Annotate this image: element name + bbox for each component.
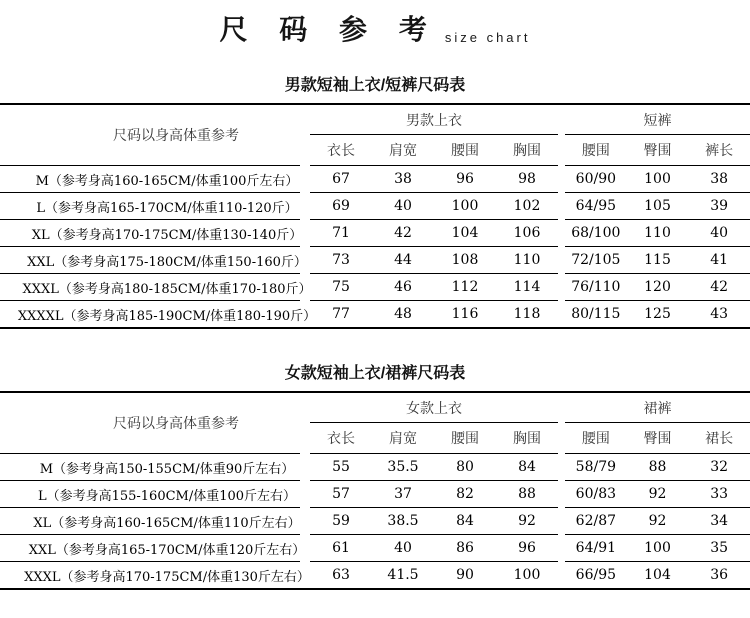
mens-size-section — [0, 72, 750, 329]
measurement-value: 106 — [513, 225, 541, 241]
measurement-value: 84 — [456, 513, 474, 529]
size-row-label: XXL（参考身高175-180CM/体重150-160斤） — [0, 246, 300, 273]
measurement-value: 88 — [648, 459, 667, 475]
group-title-womens-top: 女款上衣 — [310, 393, 558, 423]
measurement-value: 92 — [518, 513, 536, 529]
col-header-chest: 胸围 — [513, 430, 541, 446]
col-header-garment-length: 衣长 — [327, 430, 355, 446]
col-header-chest: 胸围 — [513, 142, 541, 158]
measurement-value: 72/105 — [571, 252, 621, 268]
top-garment-values — [310, 273, 558, 300]
measurement-value: 104 — [644, 567, 671, 583]
size-row — [0, 219, 750, 246]
group-title-mens-top: 男款上衣 — [310, 105, 558, 135]
measurement-value: 38 — [710, 171, 729, 187]
measurement-value: 42 — [710, 279, 729, 295]
measurement-value: 118 — [513, 306, 541, 322]
group-womens-top — [310, 393, 558, 453]
measurement-value: 88 — [518, 486, 536, 502]
womens-table-header — [0, 393, 750, 453]
col-header-pants-length: 裤长 — [705, 142, 734, 158]
top-garment-values — [310, 192, 558, 219]
col-header-hip: 臀围 — [643, 430, 672, 446]
size-row-label: M（参考身高160-165CM/体重100斤左右） — [0, 165, 300, 192]
measurement-value: 42 — [394, 225, 412, 241]
top-garment-values — [310, 165, 558, 192]
col-header-shoulder-width: 肩宽 — [389, 430, 417, 446]
column-headers-womens-top — [310, 423, 558, 453]
label-column-header: 尺码以身高体重参考 — [113, 415, 239, 431]
bottom-garment-values — [565, 273, 750, 300]
bottom-garment-values — [565, 219, 750, 246]
measurement-value: 38 — [394, 171, 412, 187]
page-title: 尺 码 参 考 — [219, 14, 439, 45]
bottom-garment-values — [565, 480, 750, 507]
top-garment-values — [310, 561, 558, 588]
size-row — [0, 561, 750, 588]
top-garment-values — [310, 246, 558, 273]
measurement-value: 86 — [456, 540, 474, 556]
measurement-value: 73 — [332, 252, 350, 268]
group-title-mens-shorts: 短裤 — [565, 105, 750, 135]
measurement-value: 115 — [644, 252, 671, 268]
size-row — [0, 192, 750, 219]
measurement-value: 64/91 — [575, 540, 617, 556]
measurement-value: 40 — [710, 225, 729, 241]
measurement-value: 69 — [332, 198, 350, 214]
size-row — [0, 534, 750, 561]
size-row-label: XXXL（参考身高180-185CM/体重170-180斤） — [0, 273, 300, 300]
group-mens-shorts — [565, 105, 750, 165]
measurement-value: 116 — [451, 306, 479, 322]
measurement-value: 108 — [451, 252, 479, 268]
size-row — [0, 273, 750, 300]
bottom-garment-values — [565, 192, 750, 219]
size-row-label: M（参考身高150-155CM/体重90斤左右） — [0, 453, 300, 480]
measurement-value: 125 — [644, 306, 671, 322]
measurement-value: 98 — [518, 171, 536, 187]
col-header-waist: 腰围 — [581, 142, 610, 158]
measurement-value: 41 — [710, 252, 729, 268]
col-header-waist: 腰围 — [451, 430, 479, 446]
column-headers-mens-top — [310, 135, 558, 165]
size-row-label: XXXXL（参考身高185-190CM/体重180-190斤） — [0, 300, 300, 327]
top-garment-values — [310, 534, 558, 561]
measurement-value: 60/83 — [575, 486, 617, 502]
womens-size-table — [0, 391, 750, 590]
page-header — [0, 8, 750, 44]
measurement-value: 34 — [710, 513, 729, 529]
measurement-value: 67 — [332, 171, 350, 187]
page-subtitle: size chart — [444, 30, 531, 45]
measurement-value: 96 — [518, 540, 536, 556]
womens-table-title: 女款短袖上衣/裙裤尺码表 — [284, 365, 466, 382]
measurement-value: 60/90 — [575, 171, 617, 187]
measurement-value: 110 — [644, 225, 671, 241]
group-title-womens-skirt: 裙裤 — [565, 393, 750, 423]
mens-table-body — [0, 165, 750, 327]
mens-table-header — [0, 105, 750, 165]
size-row — [0, 246, 750, 273]
measurement-value: 40 — [394, 540, 412, 556]
measurement-value: 41.5 — [387, 567, 419, 583]
measurement-value: 96 — [456, 171, 474, 187]
measurement-value: 36 — [710, 567, 729, 583]
col-header-waist: 腰围 — [451, 142, 479, 158]
size-row — [0, 480, 750, 507]
size-row-label: XL（参考身高160-165CM/体重110斤左右） — [0, 507, 300, 534]
top-garment-values — [310, 480, 558, 507]
measurement-value: 84 — [518, 459, 536, 475]
measurement-value: 100 — [644, 540, 671, 556]
measurement-value: 59 — [332, 513, 350, 529]
womens-table-body — [0, 453, 750, 588]
top-garment-values — [310, 300, 558, 327]
col-header-skirt-length: 裙长 — [705, 430, 734, 446]
size-row — [0, 165, 750, 192]
measurement-value: 90 — [456, 567, 474, 583]
group-mens-top — [310, 105, 558, 165]
col-header-garment-length: 衣长 — [327, 142, 355, 158]
label-column-header: 尺码以身高体重参考 — [113, 127, 239, 143]
measurement-value: 63 — [332, 567, 350, 583]
measurement-value: 44 — [394, 252, 412, 268]
size-row — [0, 300, 750, 327]
measurement-value: 92 — [648, 486, 667, 502]
measurement-value: 43 — [710, 306, 729, 322]
size-row-label: XXL（参考身高165-170CM/体重120斤左右） — [0, 534, 300, 561]
measurement-value: 104 — [451, 225, 479, 241]
measurement-value: 55 — [332, 459, 350, 475]
measurement-value: 100 — [513, 567, 541, 583]
measurement-value: 114 — [513, 279, 541, 295]
bottom-garment-values — [565, 453, 750, 480]
top-garment-values — [310, 219, 558, 246]
measurement-value: 112 — [451, 279, 479, 295]
column-headers-mens-shorts — [565, 135, 750, 165]
mens-size-table — [0, 103, 750, 329]
measurement-value: 77 — [332, 306, 350, 322]
measurement-value: 120 — [644, 279, 671, 295]
measurement-value: 75 — [332, 279, 350, 295]
bottom-garment-values — [565, 534, 750, 561]
col-header-waist: 腰围 — [581, 430, 610, 446]
measurement-value: 105 — [644, 198, 671, 214]
measurement-value: 100 — [451, 198, 479, 214]
measurement-value: 48 — [394, 306, 412, 322]
top-garment-values — [310, 507, 558, 534]
measurement-value: 71 — [332, 225, 350, 241]
measurement-value: 40 — [394, 198, 412, 214]
measurement-value: 102 — [513, 198, 541, 214]
top-garment-values — [310, 453, 558, 480]
measurement-value: 37 — [394, 486, 412, 502]
measurement-value: 66/95 — [575, 567, 617, 583]
size-row-label: XL（参考身高170-175CM/体重130-140斤） — [0, 219, 300, 246]
column-headers-womens-skirt — [565, 423, 750, 453]
size-row-label: L（参考身高165-170CM/体重110-120斤） — [0, 192, 300, 219]
measurement-value: 110 — [513, 252, 541, 268]
measurement-value: 46 — [394, 279, 412, 295]
measurement-value: 68/100 — [571, 225, 621, 241]
measurement-value: 33 — [710, 486, 729, 502]
measurement-value: 57 — [332, 486, 350, 502]
size-row-label: L（参考身高155-160CM/体重100斤左右） — [0, 480, 300, 507]
measurement-value: 38.5 — [387, 513, 419, 529]
mens-table-title: 男款短袖上衣/短裤尺码表 — [284, 77, 466, 94]
measurement-value: 32 — [710, 459, 729, 475]
measurement-value: 64/95 — [575, 198, 617, 214]
measurement-value: 62/87 — [575, 513, 617, 529]
measurement-value: 58/79 — [575, 459, 617, 475]
group-womens-skirt — [565, 393, 750, 453]
womens-size-section — [0, 360, 750, 590]
bottom-garment-values — [565, 300, 750, 327]
measurement-value: 100 — [644, 171, 671, 187]
measurement-value: 82 — [456, 486, 474, 502]
size-row — [0, 453, 750, 480]
measurement-value: 80 — [456, 459, 474, 475]
col-header-shoulder-width: 肩宽 — [389, 142, 417, 158]
bottom-garment-values — [565, 246, 750, 273]
measurement-value: 35.5 — [387, 459, 419, 475]
size-row-label: XXXL（参考身高170-175CM/体重130斤左右） — [0, 561, 300, 588]
bottom-garment-values — [565, 507, 750, 534]
measurement-value: 80/115 — [571, 306, 621, 322]
measurement-value: 61 — [332, 540, 350, 556]
size-row — [0, 507, 750, 534]
bottom-garment-values — [565, 561, 750, 588]
measurement-value: 39 — [710, 198, 729, 214]
col-header-hip: 臀围 — [643, 142, 672, 158]
measurement-value: 35 — [710, 540, 729, 556]
measurement-value: 76/110 — [571, 279, 621, 295]
measurement-value: 92 — [648, 513, 667, 529]
bottom-garment-values — [565, 165, 750, 192]
